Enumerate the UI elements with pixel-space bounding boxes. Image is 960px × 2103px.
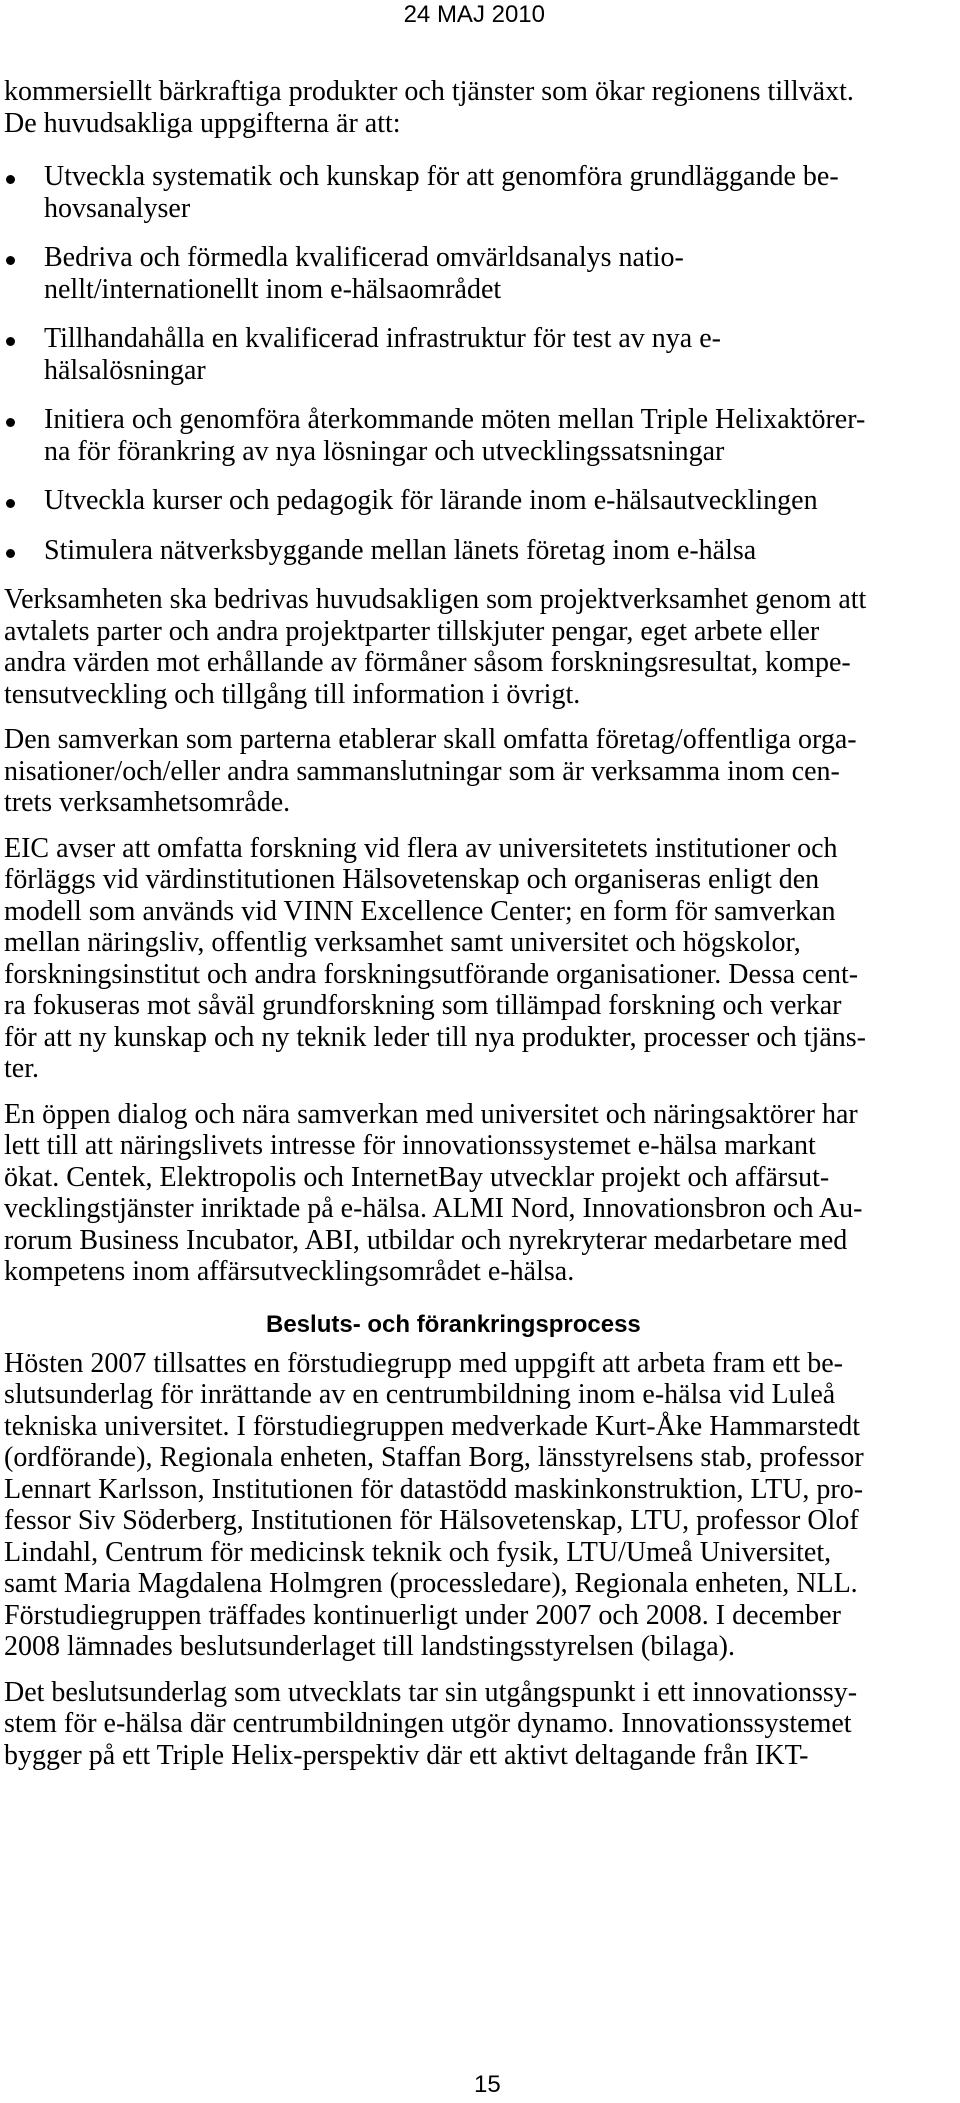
header-date: 24 MAJ 2010 <box>403 1 545 28</box>
bullet-dot-icon <box>6 337 15 346</box>
bullet-dot-icon <box>6 175 15 184</box>
bullet-dot-icon <box>6 499 15 508</box>
section-heading: Besluts- och förankringsprocess <box>266 1310 641 1338</box>
paragraph-forstudie: Hösten 2007 tillsattes en förstudiegrupp med uppgift att arbeta fram ett be- slutsunderlag för inrättande av en centrumbildning inom e-hälsa vid Luleå tekniska universitet. I förstudiegruppen medverkade Kurt-Åke Hammarstedt (ordförande), Regionala enheten, Staffan Borg, länsstyrelsens stab, professor Lennart Karlsson, Institutionen för datastödd maskinkonstruktion, LTU, pro- fessor Siv Söderberg, Institutionen för Hälsovetenskap, LTU, professor Olof Lindahl, Centrum för medicinsk teknik och fysik, LTU/Umeå Universitet, samt Maria Magdalena Holmgren (processledare), Regionala enheten, NLL. Förstudiegruppen träffades kontinuerligt under 2007 och 2008. I december 2008 lämnades beslutsunderlaget till landstingsstyrelsen (bilaga). <box>4 1347 864 1662</box>
intro-line-2: De huvudsakliga uppgifterna är att: <box>4 107 401 139</box>
task-list <box>4 161 944 566</box>
bullet-dot-icon <box>6 418 15 427</box>
task-text: Utveckla systematik och kunskap för att genomföra grundläggande be- hovsanalyser <box>44 161 839 224</box>
paragraph-beslutsunderlag: Det beslutsunderlag som utvecklats tar sin utgångspunkt i ett innovationssy- stem för e-hälsa där centrumbildningen utgör dynamo. Innovationssystemet bygger på ett Triple Helix-perspektiv där ett aktivt deltagande från IKT- <box>4 1676 858 1771</box>
document-body <box>4 76 944 1785</box>
paragraph-dialog: En öppen dialog och nära samverkan med universitet och näringsaktörer har lett till att näringslivets intresse för innovationssystemet e-hälsa markant ökat. Centek, Elektropolis och InternetBay utvecklar projekt och affärsut- vecklingstjänster inriktade på e-hälsa. ALMI Nord, Innovationsbron och Au- rorum Business Incubator, ABI, utbildar och nyrekryterar medarbetare med kompetens inom affärsutvecklingsområdet e-hälsa. <box>4 1098 863 1287</box>
task-text: Tillhandahålla en kvalificerad infrastruktur för test av nya e- hälsalösningar <box>44 323 721 386</box>
task-list-item <box>4 323 944 386</box>
task-text: Stimulera nätverksbyggande mellan länets företag inom e-hälsa <box>44 534 757 566</box>
task-text: Bedriva och förmedla kvalificerad omvärldsanalys natio- nellt/internationellt inom e-hälsaområdet <box>44 242 684 305</box>
paragraph-samverkan: Den samverkan som parterna etablerar skall omfatta företag/offentliga orga- nisationer/och/eller andra sammanslutningar som är verksamma inom cen- trets verksamhetsområde. <box>4 724 857 818</box>
bullet-dot-icon <box>6 256 15 265</box>
task-list-item <box>4 242 944 305</box>
page-number: 15 <box>474 2071 501 2098</box>
task-list-item <box>4 404 944 467</box>
bullet-dot-icon <box>6 549 15 558</box>
task-list-item <box>4 485 944 517</box>
task-text: Utveckla kurser och pedagogik för lärande inom e-hälsautvecklingen <box>44 485 818 516</box>
task-list-item <box>4 535 944 567</box>
task-list-item <box>4 161 944 224</box>
paragraph-eic: EIC avser att omfatta forskning vid flera av universitetets institutioner och förläggs vid värdinstitutionen Hälsovetenskap och organiseras enligt den modell som används vid VINN Excellence Center; en form för samverkan mellan näringsliv, offentlig verksamhet samt universitet och högskolor, forskningsinstitut och andra forskningsutförande organisationer. Dessa cent- ra fokuseras mot såväl grundforskning som tillämpad forskning och verkar för att ny kunskap och ny teknik leder till nya produkter, processer och tjäns- ter. <box>4 832 866 1084</box>
intro-line-1: kommersiellt bärkraftiga produkter och tjänster som ökar regionens tillväxt. <box>4 76 854 107</box>
task-text: Initiera och genomföra återkommande möten mellan Triple Helixaktörer- na för förankring av nya lösningar och utvecklingssatsningar <box>44 404 866 467</box>
paragraph-verksamheten: Verksamheten ska bedrivas huvudsakligen som projektverksamhet genom att avtalets parter och andra projektparter tillskjuter pengar, eget arbete eller andra värden mot erhållande av förmåner såsom forskningsresultat, kompe- tensutveckling och tillgång till information i övrigt. <box>4 584 867 710</box>
